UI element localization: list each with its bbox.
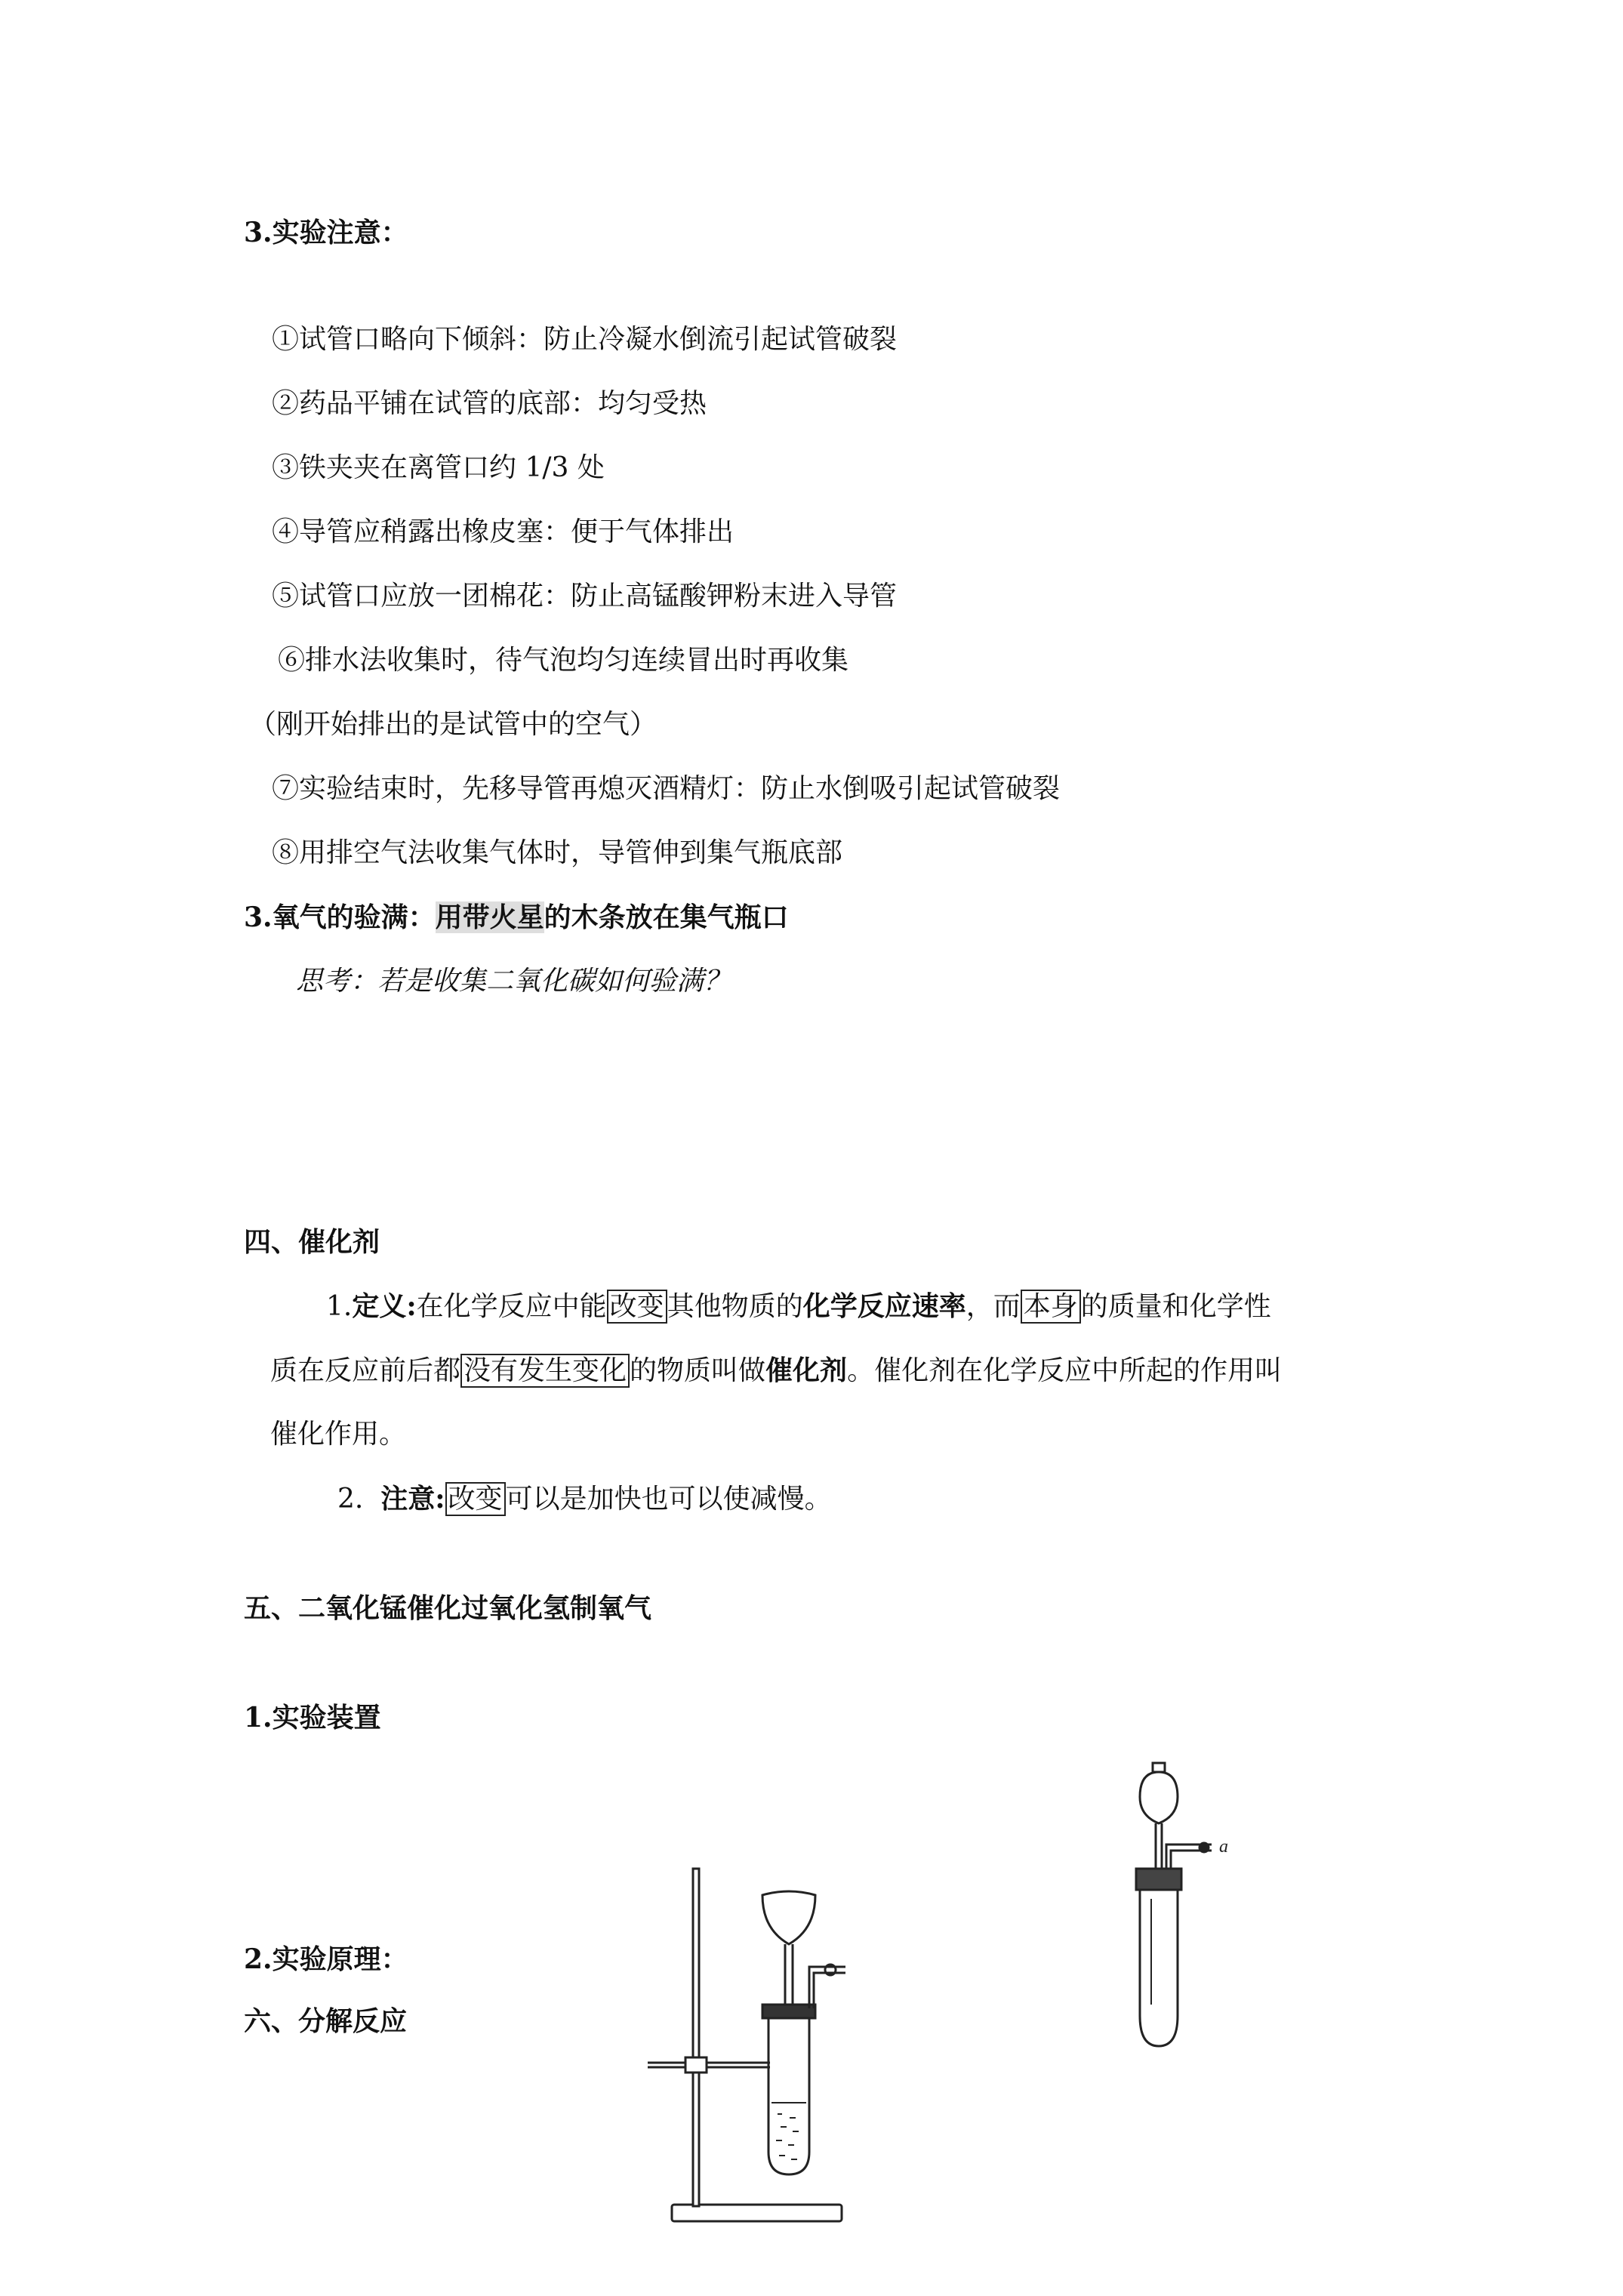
note-label: 注意: [380, 1483, 445, 1515]
boxed-term-itself: 本身 [1021, 1290, 1081, 1324]
bold-term-catalyst: 催化剂 [765, 1354, 848, 1386]
note-item-6: ⑥排水法收集时，待气泡均匀连续冒出时再收集 [278, 645, 849, 676]
definition-text: ，而 [965, 1291, 1021, 1322]
boxed-term-unchanged: 没有发生变化 [460, 1354, 630, 1388]
decomposition-heading: 六、分解反应 [244, 2005, 408, 2037]
side-tube-label-a: a [1219, 1837, 1228, 1857]
mno2-heading: 五、二氧化锰催化过氧化氢制氧气 [244, 1592, 652, 1624]
catalyst-note-line [337, 1480, 832, 1518]
check-full-highlight: 用带火星 [435, 901, 544, 933]
definition-text: 质在反应前后都 [270, 1355, 461, 1386]
note-number: 2. [337, 1484, 364, 1515]
iron-stand-apparatus-figure [642, 1854, 868, 2231]
device-heading: 1.实验装置 [244, 1702, 381, 1734]
definition-text: 的物质叫做 [630, 1355, 766, 1386]
notes-heading: 3.实验注意： [244, 217, 408, 248]
note-item-3: ③铁夹夹在离管口约 1/3 处 [272, 452, 605, 483]
definition-text: 在化学反应中能 [416, 1291, 607, 1322]
catalyst-definition-line-3: 催化作用。 [270, 1419, 407, 1450]
boxed-term-change: 改变 [445, 1482, 506, 1516]
check-full-line [244, 898, 789, 936]
principle-heading: 2.实验原理： [244, 1943, 408, 1975]
check-full-rest: 的木条放在集气瓶口 [544, 901, 789, 933]
catalyst-definition-line-1 [326, 1287, 1271, 1326]
note-item-2: ②药品平铺在试管的底部：均匀受热 [272, 388, 707, 419]
bold-term-rate: 化学反应速率 [802, 1290, 966, 1322]
note-item-4: ④导管应稍露出橡皮塞：便于气体排出 [272, 516, 735, 547]
note-item-8: ⑧用排空气法收集气体时，导管伸到集气瓶底部 [272, 837, 843, 868]
definition-text: 。催化剂在化学反应中所起的作用叫 [847, 1355, 1283, 1386]
thinking-question: 思考：若是收集二氧化碳如何验满？ [296, 966, 731, 997]
definition-number: 1. [326, 1291, 353, 1322]
catalyst-heading: 四、催化剂 [244, 1226, 380, 1258]
check-full-label: 3.氧气的验满： [244, 901, 436, 933]
note-item-7: ⑦实验结束时，先移导管再熄灭酒精灯：防止水倒吸引起试管破裂 [272, 773, 1061, 804]
test-tube-apparatus-figure [1098, 1755, 1295, 2057]
note-text: 可以是加快也可以使减慢。 [505, 1484, 832, 1515]
definition-text: 其他物质的 [667, 1291, 803, 1322]
catalyst-definition-line-2 [270, 1351, 1282, 1390]
note-item-6-remark: （刚开始排出的是试管中的空气） [249, 709, 658, 740]
note-item-5: ⑤试管口应放一团棉花：防止高锰酸钾粉末进入导管 [272, 581, 898, 612]
note-item-1: ①试管口略向下倾斜：防止冷凝水倒流引起试管破裂 [272, 324, 898, 355]
definition-label: 定义: [352, 1290, 417, 1322]
boxed-term-change: 改变 [607, 1290, 667, 1324]
definition-text: 的质量和化学性 [1080, 1291, 1271, 1322]
